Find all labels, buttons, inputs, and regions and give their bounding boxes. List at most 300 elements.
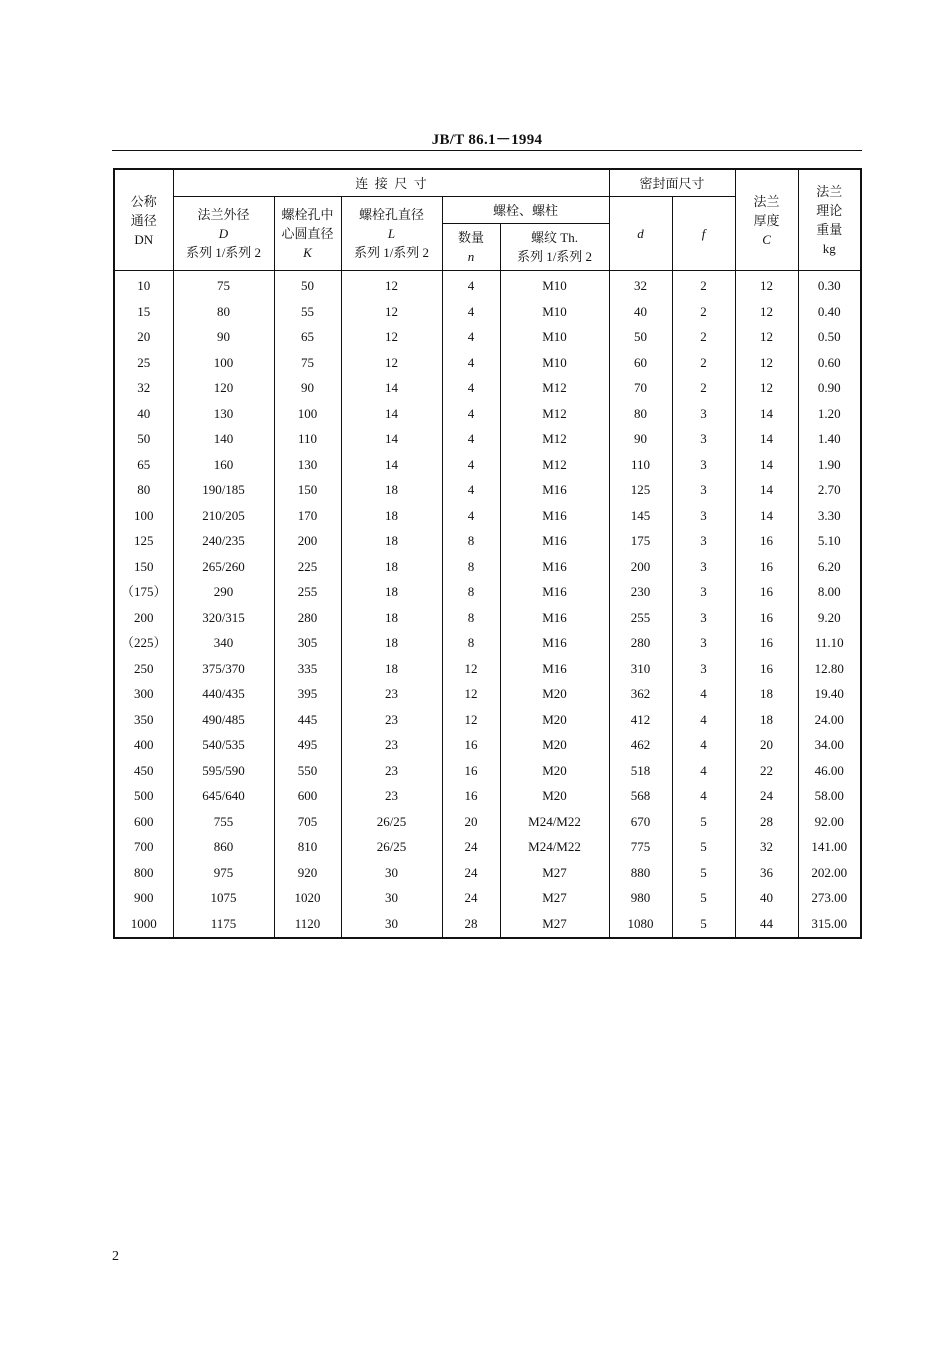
cell-hole-diameter: 23 xyxy=(341,758,442,784)
cell-bolt-circle: 110 xyxy=(274,426,341,452)
cell-thread: M27 xyxy=(500,885,609,911)
cell-seal-d: 980 xyxy=(609,885,672,911)
header-outer-diameter: 法兰外径 D 系列 1/系列 2 xyxy=(173,197,274,271)
cell-seal-d: 230 xyxy=(609,579,672,605)
cell-seal-f: 5 xyxy=(672,911,735,939)
cell-thickness: 16 xyxy=(735,656,798,682)
cell-seal-f: 3 xyxy=(672,579,735,605)
cell-bolt-circle: 445 xyxy=(274,707,341,733)
cell-seal-d: 110 xyxy=(609,452,672,478)
cell-bolt-circle: 225 xyxy=(274,554,341,580)
cell-thickness: 28 xyxy=(735,809,798,835)
cell-thickness: 44 xyxy=(735,911,798,939)
table-row xyxy=(114,707,861,733)
table-row xyxy=(114,299,861,325)
cell-seal-f: 5 xyxy=(672,809,735,835)
header-seal-f: f xyxy=(672,197,735,271)
cell-thickness: 12 xyxy=(735,350,798,376)
cell-hole-diameter: 18 xyxy=(341,630,442,656)
table-body xyxy=(114,271,861,939)
cell-quantity: 16 xyxy=(442,783,500,809)
cell-thread: M16 xyxy=(500,528,609,554)
cell-seal-f: 3 xyxy=(672,554,735,580)
cell-weight: 202.00 xyxy=(798,860,861,886)
cell-seal-d: 125 xyxy=(609,477,672,503)
cell-weight: 9.20 xyxy=(798,605,861,631)
cell-hole-diameter: 18 xyxy=(341,579,442,605)
cell-outer-diameter: 75 xyxy=(173,271,274,299)
cell-thickness: 12 xyxy=(735,299,798,325)
cell-seal-f: 4 xyxy=(672,732,735,758)
cell-weight: 0.40 xyxy=(798,299,861,325)
cell-hole-diameter: 14 xyxy=(341,401,442,427)
cell-seal-d: 310 xyxy=(609,656,672,682)
cell-hole-diameter: 30 xyxy=(341,860,442,886)
table-row xyxy=(114,350,861,376)
table-row xyxy=(114,681,861,707)
cell-thickness: 12 xyxy=(735,375,798,401)
cell-thread: M12 xyxy=(500,452,609,478)
cell-seal-d: 462 xyxy=(609,732,672,758)
header-sealing-dimensions: 密封面尺寸 xyxy=(609,169,735,197)
cell-thread: M16 xyxy=(500,503,609,529)
cell-hole-diameter: 18 xyxy=(341,477,442,503)
cell-thickness: 16 xyxy=(735,528,798,554)
header-theoretical-weight: 法兰 理论 重量 kg xyxy=(798,169,861,271)
cell-seal-d: 412 xyxy=(609,707,672,733)
cell-quantity: 24 xyxy=(442,860,500,886)
cell-hole-diameter: 26/25 xyxy=(341,834,442,860)
cell-seal-d: 175 xyxy=(609,528,672,554)
cell-weight: 3.30 xyxy=(798,503,861,529)
cell-quantity: 12 xyxy=(442,707,500,733)
cell-outer-diameter: 595/590 xyxy=(173,758,274,784)
cell-seal-f: 5 xyxy=(672,860,735,886)
cell-outer-diameter: 120 xyxy=(173,375,274,401)
cell-weight: 46.00 xyxy=(798,758,861,784)
cell-outer-diameter: 440/435 xyxy=(173,681,274,707)
header-bolt-quantity: 数量 n xyxy=(442,224,500,271)
cell-seal-d: 60 xyxy=(609,350,672,376)
table-row xyxy=(114,885,861,911)
cell-weight: 2.70 xyxy=(798,477,861,503)
cell-outer-diameter: 210/205 xyxy=(173,503,274,529)
cell-weight: 0.60 xyxy=(798,350,861,376)
cell-hole-diameter: 18 xyxy=(341,656,442,682)
cell-bolt-circle: 55 xyxy=(274,299,341,325)
cell-weight: 6.20 xyxy=(798,554,861,580)
cell-outer-diameter: 340 xyxy=(173,630,274,656)
cell-dn: （175） xyxy=(114,579,173,605)
cell-seal-f: 4 xyxy=(672,783,735,809)
cell-bolt-circle: 705 xyxy=(274,809,341,835)
cell-seal-d: 1080 xyxy=(609,911,672,939)
cell-seal-d: 880 xyxy=(609,860,672,886)
cell-weight: 315.00 xyxy=(798,911,861,939)
cell-hole-diameter: 23 xyxy=(341,707,442,733)
cell-hole-diameter: 14 xyxy=(341,375,442,401)
cell-seal-f: 3 xyxy=(672,452,735,478)
cell-quantity: 4 xyxy=(442,452,500,478)
cell-thread: M12 xyxy=(500,401,609,427)
cell-thread: M16 xyxy=(500,554,609,580)
cell-quantity: 8 xyxy=(442,630,500,656)
cell-bolt-circle: 810 xyxy=(274,834,341,860)
cell-outer-diameter: 645/640 xyxy=(173,783,274,809)
cell-quantity: 16 xyxy=(442,732,500,758)
cell-hole-diameter: 12 xyxy=(341,299,442,325)
cell-quantity: 4 xyxy=(442,401,500,427)
cell-thread: M20 xyxy=(500,758,609,784)
cell-dn: 400 xyxy=(114,732,173,758)
cell-bolt-circle: 280 xyxy=(274,605,341,631)
cell-weight: 0.50 xyxy=(798,324,861,350)
cell-thickness: 12 xyxy=(735,324,798,350)
cell-dn: 450 xyxy=(114,758,173,784)
cell-hole-diameter: 30 xyxy=(341,885,442,911)
cell-hole-diameter: 30 xyxy=(341,911,442,939)
cell-hole-diameter: 12 xyxy=(341,350,442,376)
cell-seal-d: 40 xyxy=(609,299,672,325)
cell-weight: 0.30 xyxy=(798,271,861,299)
cell-bolt-circle: 50 xyxy=(274,271,341,299)
cell-outer-diameter: 140 xyxy=(173,426,274,452)
cell-seal-d: 145 xyxy=(609,503,672,529)
cell-thickness: 14 xyxy=(735,477,798,503)
cell-quantity: 4 xyxy=(442,375,500,401)
cell-outer-diameter: 100 xyxy=(173,350,274,376)
cell-seal-f: 3 xyxy=(672,528,735,554)
table-row xyxy=(114,809,861,835)
cell-bolt-circle: 920 xyxy=(274,860,341,886)
cell-bolt-circle: 305 xyxy=(274,630,341,656)
cell-weight: 19.40 xyxy=(798,681,861,707)
cell-hole-diameter: 14 xyxy=(341,426,442,452)
cell-quantity: 4 xyxy=(442,426,500,452)
cell-seal-d: 518 xyxy=(609,758,672,784)
cell-dn: 700 xyxy=(114,834,173,860)
cell-seal-d: 32 xyxy=(609,271,672,299)
document-code: JB/T 86.1－1994 xyxy=(431,132,543,148)
cell-thickness: 16 xyxy=(735,554,798,580)
cell-dn: 65 xyxy=(114,452,173,478)
table-row xyxy=(114,758,861,784)
header-flange-thickness: 法兰 厚度 C xyxy=(735,169,798,271)
cell-bolt-circle: 130 xyxy=(274,452,341,478)
cell-dn: 900 xyxy=(114,885,173,911)
cell-thread: M24/M22 xyxy=(500,834,609,860)
cell-quantity: 12 xyxy=(442,656,500,682)
cell-weight: 0.90 xyxy=(798,375,861,401)
cell-thread: M10 xyxy=(500,271,609,299)
cell-dn: 150 xyxy=(114,554,173,580)
cell-weight: 1.40 xyxy=(798,426,861,452)
table-row xyxy=(114,477,861,503)
cell-seal-f: 2 xyxy=(672,375,735,401)
cell-thickness: 14 xyxy=(735,401,798,427)
cell-outer-diameter: 320/315 xyxy=(173,605,274,631)
cell-seal-d: 90 xyxy=(609,426,672,452)
cell-dn: 1000 xyxy=(114,911,173,939)
cell-thread: M27 xyxy=(500,860,609,886)
cell-seal-d: 70 xyxy=(609,375,672,401)
cell-outer-diameter: 540/535 xyxy=(173,732,274,758)
cell-bolt-circle: 495 xyxy=(274,732,341,758)
cell-seal-f: 2 xyxy=(672,299,735,325)
table-row xyxy=(114,324,861,350)
cell-seal-f: 3 xyxy=(672,401,735,427)
cell-weight: 5.10 xyxy=(798,528,861,554)
cell-weight: 92.00 xyxy=(798,809,861,835)
cell-dn: 15 xyxy=(114,299,173,325)
cell-thickness: 32 xyxy=(735,834,798,860)
page-number: 2 xyxy=(112,1249,119,1264)
cell-outer-diameter: 160 xyxy=(173,452,274,478)
cell-thickness: 14 xyxy=(735,452,798,478)
cell-bolt-circle: 600 xyxy=(274,783,341,809)
cell-seal-f: 2 xyxy=(672,271,735,299)
table-row xyxy=(114,656,861,682)
cell-hole-diameter: 18 xyxy=(341,554,442,580)
cell-thread: M20 xyxy=(500,732,609,758)
cell-outer-diameter: 755 xyxy=(173,809,274,835)
table-row xyxy=(114,732,861,758)
title-rule xyxy=(112,150,862,151)
cell-thread: M16 xyxy=(500,656,609,682)
header-thread: 螺纹 Th. 系列 1/系列 2 xyxy=(500,224,609,271)
cell-bolt-circle: 550 xyxy=(274,758,341,784)
cell-bolt-circle: 75 xyxy=(274,350,341,376)
cell-thread: M27 xyxy=(500,911,609,939)
cell-thickness: 20 xyxy=(735,732,798,758)
cell-dn: 100 xyxy=(114,503,173,529)
cell-bolt-circle: 150 xyxy=(274,477,341,503)
cell-seal-d: 200 xyxy=(609,554,672,580)
cell-bolt-circle: 65 xyxy=(274,324,341,350)
cell-dn: 40 xyxy=(114,401,173,427)
cell-seal-f: 3 xyxy=(672,477,735,503)
table-row xyxy=(114,375,861,401)
cell-bolt-circle: 255 xyxy=(274,579,341,605)
cell-hole-diameter: 18 xyxy=(341,605,442,631)
cell-thickness: 18 xyxy=(735,681,798,707)
cell-seal-f: 3 xyxy=(672,503,735,529)
cell-thread: M16 xyxy=(500,630,609,656)
cell-quantity: 4 xyxy=(442,324,500,350)
cell-thread: M16 xyxy=(500,579,609,605)
header-bolts-studs: 螺栓、螺柱 xyxy=(442,197,609,224)
cell-hole-diameter: 12 xyxy=(341,271,442,299)
cell-seal-d: 280 xyxy=(609,630,672,656)
cell-thickness: 24 xyxy=(735,783,798,809)
cell-hole-diameter: 18 xyxy=(341,528,442,554)
table-row xyxy=(114,554,861,580)
cell-thread: M20 xyxy=(500,783,609,809)
cell-thickness: 16 xyxy=(735,579,798,605)
cell-seal-d: 775 xyxy=(609,834,672,860)
cell-hole-diameter: 23 xyxy=(341,681,442,707)
cell-outer-diameter: 130 xyxy=(173,401,274,427)
cell-outer-diameter: 1075 xyxy=(173,885,274,911)
cell-hole-diameter: 14 xyxy=(341,452,442,478)
cell-outer-diameter: 240/235 xyxy=(173,528,274,554)
cell-weight: 8.00 xyxy=(798,579,861,605)
cell-thickness: 18 xyxy=(735,707,798,733)
table-row xyxy=(114,452,861,478)
cell-thickness: 16 xyxy=(735,630,798,656)
cell-quantity: 28 xyxy=(442,911,500,939)
cell-quantity: 4 xyxy=(442,350,500,376)
cell-dn: 600 xyxy=(114,809,173,835)
cell-outer-diameter: 190/185 xyxy=(173,477,274,503)
cell-weight: 1.90 xyxy=(798,452,861,478)
cell-thickness: 14 xyxy=(735,426,798,452)
cell-dn: 80 xyxy=(114,477,173,503)
table-row xyxy=(114,528,861,554)
cell-weight: 58.00 xyxy=(798,783,861,809)
cell-seal-d: 80 xyxy=(609,401,672,427)
cell-dn: 250 xyxy=(114,656,173,682)
cell-dn: 32 xyxy=(114,375,173,401)
cell-quantity: 12 xyxy=(442,681,500,707)
cell-bolt-circle: 1020 xyxy=(274,885,341,911)
cell-outer-diameter: 490/485 xyxy=(173,707,274,733)
cell-outer-diameter: 860 xyxy=(173,834,274,860)
cell-seal-f: 4 xyxy=(672,707,735,733)
cell-thickness: 36 xyxy=(735,860,798,886)
cell-dn: 50 xyxy=(114,426,173,452)
header-bolt-circle-diameter: 螺栓孔中 心圆直径 K xyxy=(274,197,341,271)
cell-quantity: 8 xyxy=(442,579,500,605)
cell-quantity: 24 xyxy=(442,885,500,911)
cell-seal-f: 3 xyxy=(672,426,735,452)
cell-thickness: 22 xyxy=(735,758,798,784)
cell-weight: 34.00 xyxy=(798,732,861,758)
cell-thickness: 14 xyxy=(735,503,798,529)
cell-weight: 273.00 xyxy=(798,885,861,911)
cell-thread: M16 xyxy=(500,477,609,503)
cell-seal-f: 5 xyxy=(672,885,735,911)
cell-dn: （225） xyxy=(114,630,173,656)
cell-seal-f: 4 xyxy=(672,681,735,707)
cell-outer-diameter: 265/260 xyxy=(173,554,274,580)
cell-thread: M16 xyxy=(500,605,609,631)
cell-seal-d: 255 xyxy=(609,605,672,631)
cell-weight: 141.00 xyxy=(798,834,861,860)
cell-thread: M12 xyxy=(500,426,609,452)
table-row xyxy=(114,426,861,452)
cell-bolt-circle: 100 xyxy=(274,401,341,427)
cell-dn: 20 xyxy=(114,324,173,350)
cell-dn: 200 xyxy=(114,605,173,631)
cell-weight: 11.10 xyxy=(798,630,861,656)
table-row xyxy=(114,579,861,605)
cell-thread: M10 xyxy=(500,299,609,325)
cell-bolt-circle: 200 xyxy=(274,528,341,554)
cell-seal-f: 5 xyxy=(672,834,735,860)
cell-quantity: 8 xyxy=(442,554,500,580)
cell-bolt-circle: 335 xyxy=(274,656,341,682)
cell-bolt-circle: 395 xyxy=(274,681,341,707)
cell-outer-diameter: 80 xyxy=(173,299,274,325)
cell-outer-diameter: 1175 xyxy=(173,911,274,939)
cell-seal-f: 3 xyxy=(672,630,735,656)
cell-hole-diameter: 12 xyxy=(341,324,442,350)
table-row xyxy=(114,783,861,809)
cell-weight: 12.80 xyxy=(798,656,861,682)
cell-bolt-circle: 1120 xyxy=(274,911,341,939)
cell-seal-f: 2 xyxy=(672,350,735,376)
cell-quantity: 4 xyxy=(442,299,500,325)
table-row xyxy=(114,834,861,860)
table-row xyxy=(114,911,861,939)
header-bolt-hole-diameter: 螺栓孔直径 L 系列 1/系列 2 xyxy=(341,197,442,271)
cell-thread: M10 xyxy=(500,350,609,376)
cell-outer-diameter: 290 xyxy=(173,579,274,605)
cell-outer-diameter: 975 xyxy=(173,860,274,886)
cell-quantity: 16 xyxy=(442,758,500,784)
cell-seal-f: 4 xyxy=(672,758,735,784)
cell-bolt-circle: 90 xyxy=(274,375,341,401)
cell-quantity: 4 xyxy=(442,503,500,529)
cell-thickness: 16 xyxy=(735,605,798,631)
header-seal-d: d xyxy=(609,197,672,271)
cell-seal-d: 50 xyxy=(609,324,672,350)
cell-dn: 350 xyxy=(114,707,173,733)
table-row xyxy=(114,860,861,886)
cell-dn: 10 xyxy=(114,271,173,299)
cell-weight: 1.20 xyxy=(798,401,861,427)
cell-hole-diameter: 18 xyxy=(341,503,442,529)
cell-seal-d: 362 xyxy=(609,681,672,707)
cell-dn: 125 xyxy=(114,528,173,554)
table-row xyxy=(114,271,861,299)
cell-quantity: 20 xyxy=(442,809,500,835)
table-row xyxy=(114,401,861,427)
cell-hole-diameter: 23 xyxy=(341,783,442,809)
cell-bolt-circle: 170 xyxy=(274,503,341,529)
table-row xyxy=(114,503,861,529)
cell-hole-diameter: 23 xyxy=(341,732,442,758)
cell-seal-f: 3 xyxy=(672,656,735,682)
cell-dn: 25 xyxy=(114,350,173,376)
cell-outer-diameter: 375/370 xyxy=(173,656,274,682)
cell-thread: M20 xyxy=(500,681,609,707)
cell-seal-d: 568 xyxy=(609,783,672,809)
header-nominal-diameter: 公称 通径 DN xyxy=(114,169,173,271)
cell-quantity: 4 xyxy=(442,477,500,503)
cell-quantity: 24 xyxy=(442,834,500,860)
cell-quantity: 8 xyxy=(442,605,500,631)
cell-weight: 24.00 xyxy=(798,707,861,733)
cell-seal-f: 2 xyxy=(672,324,735,350)
table-row xyxy=(114,605,861,631)
header-connection-dimensions: 连 接 尺 寸 xyxy=(173,169,609,197)
cell-dn: 300 xyxy=(114,681,173,707)
cell-seal-d: 670 xyxy=(609,809,672,835)
cell-thread: M12 xyxy=(500,375,609,401)
cell-thickness: 12 xyxy=(735,271,798,299)
flange-dimension-table xyxy=(113,168,862,939)
table-row xyxy=(114,630,861,656)
cell-thread: M10 xyxy=(500,324,609,350)
cell-thickness: 40 xyxy=(735,885,798,911)
cell-dn: 800 xyxy=(114,860,173,886)
cell-outer-diameter: 90 xyxy=(173,324,274,350)
cell-hole-diameter: 26/25 xyxy=(341,809,442,835)
cell-quantity: 8 xyxy=(442,528,500,554)
cell-thread: M24/M22 xyxy=(500,809,609,835)
